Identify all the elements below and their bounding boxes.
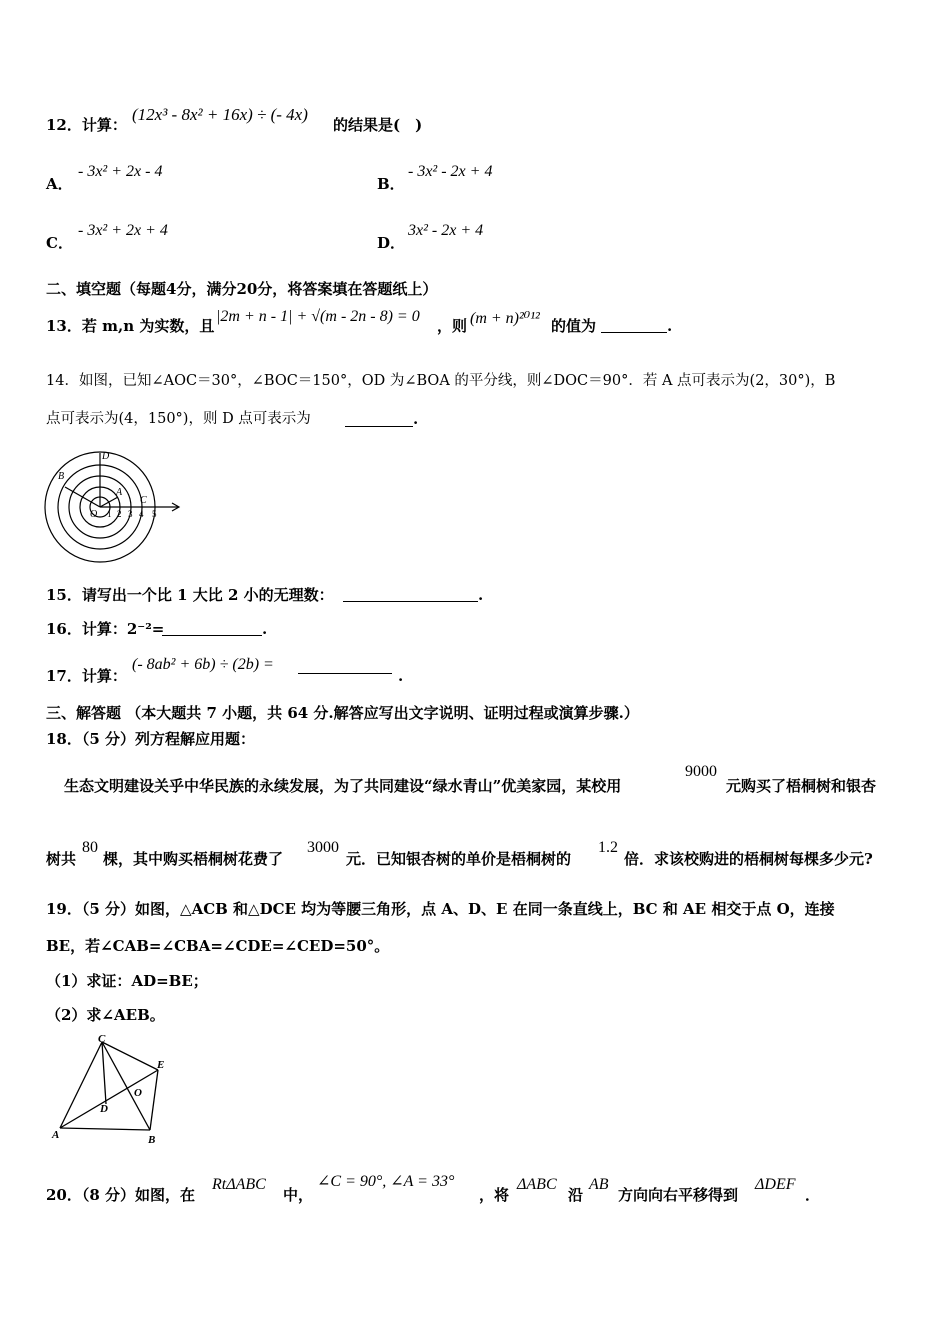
segment-be (150, 1070, 158, 1130)
q20-text3: ，将 (479, 1186, 510, 1204)
q20-expr-ab: AB (589, 1176, 609, 1193)
label-b: B (148, 1134, 156, 1146)
q12-option-c-expr: - 3x² + 2x + 4 (78, 222, 168, 239)
tick-2: 2 (117, 509, 122, 519)
q18-value-80: 80 (82, 839, 98, 856)
q20-text6: ． (805, 1186, 821, 1204)
q16-period: . (262, 620, 268, 638)
q14-period: . (413, 410, 419, 428)
q20-text4: 沿 (568, 1186, 584, 1204)
q12-option-d-expr: 3x² - 2x + 4 (408, 222, 484, 239)
tick-1: 1 (107, 509, 112, 519)
q15-answer-blank[interactable] (343, 588, 478, 602)
q18-value-1-2: 1.2 (598, 839, 618, 856)
label-c: C (140, 495, 147, 506)
q20-text2: 中， (283, 1186, 314, 1204)
q14-polar-figure (40, 445, 190, 570)
q13-expression: |2m + n - 1| + √(m - 2n - 8) = 0 (216, 308, 420, 325)
q20-expr-def: ΔDEF (755, 1176, 796, 1193)
segment-cd (102, 1042, 106, 1104)
q18-para1-part1: 生态文明建设关乎中华民族的永续发展，为了共同建设“绿水青山”优美家园，某校用 (64, 777, 622, 795)
label-b: B (58, 471, 65, 482)
q20-expr-rt-abc: RtΔABC (212, 1176, 266, 1193)
q17-answer-blank[interactable] (298, 660, 392, 674)
label-e: E (157, 1059, 165, 1071)
q18-value-3000: 3000 (307, 839, 339, 856)
q13-answer-blank[interactable] (601, 319, 667, 333)
q14-line2: 点可表示为(4，150°)，则 D 点可表示为 (46, 411, 311, 427)
q12-option-c-letter: C． (46, 234, 73, 252)
q20-text5: 方向向右平移得到 (618, 1186, 739, 1204)
q12-option-a-expr: - 3x² + 2x - 4 (78, 163, 163, 180)
label-o: O (134, 1087, 142, 1099)
tick-3: 3 (128, 509, 133, 519)
label-a: A (52, 1129, 60, 1141)
q16-text: 16．计算：2⁻²= (46, 620, 165, 638)
q12-label: 12．计算： (46, 116, 127, 134)
q20-label: 20．（8 分）如图，在 (46, 1186, 196, 1204)
label-o: O (90, 509, 98, 520)
q13-expression2: (m + n)²⁰¹² (470, 310, 540, 327)
q19-line2: BE，若∠CAB=∠CBA=∠CDE=∠CED=50°。 (46, 937, 390, 955)
q18-para2-part4: 倍．求该校购进的梧桐树每棵多少元? (624, 850, 873, 868)
q20-expr-angles: ∠C = 90°, ∠A = 33° (317, 1173, 455, 1190)
q15-text: 15．请写出一个比 1 大比 2 小的无理数： (46, 586, 334, 604)
q18-para2-part3: 元．已知银杏树的单价是梧桐树的 (346, 850, 572, 868)
q14-answer-blank[interactable] (345, 412, 413, 427)
q14-line1: 14．如图，已知∠AOC＝30°，∠BOC＝150°，OD 为∠BOA 的平分线，则∠DOC＝90°．若 A 点可表示为(2，30°)，B (46, 373, 836, 389)
q18-para1-part2: 元购买了梧桐树和银杏 (726, 777, 877, 795)
q17-period: . (398, 667, 404, 685)
q18-title: 18．（5 分）列方程解应用题： (46, 730, 256, 748)
q20-expr-abc: ΔABC (517, 1176, 557, 1193)
q17-label: 17．计算： (46, 667, 127, 685)
q13-suffix: 的值为 (551, 317, 597, 335)
q12-suffix: 的结果是( ) (333, 116, 423, 134)
q12-option-d-letter: D． (377, 234, 406, 252)
q12-expression: (12x³ - 8x² + 16x) ÷ (- 4x) (132, 105, 308, 124)
label-d: D (100, 1103, 108, 1115)
segment-ce (102, 1042, 158, 1070)
label-a: A (116, 487, 123, 498)
q13-mid: ，则 (437, 317, 468, 335)
q15-period: . (478, 586, 484, 604)
section2-title: 二、填空题（每题4分，满分20分，将答案填在答题纸上） (46, 280, 438, 298)
q18-para2-part1: 树共 (46, 850, 77, 868)
section3-title: 三、解答题 （本大题共 7 小题，共 64 分.解答应写出文字说明、证明过程或演算步骤.） (46, 704, 639, 722)
q19-sub1: （1）求证：AD=BE； (46, 972, 208, 990)
ray-oa (100, 497, 118, 507)
q18-para2-part2: 棵，其中购买梧桐树花费了 (103, 850, 284, 868)
q18-value-9000: 9000 (685, 763, 717, 780)
q19-triangle-figure (44, 1034, 174, 1149)
q19-sub2: （2）求∠AEB。 (46, 1006, 165, 1024)
label-c: C (98, 1034, 106, 1045)
q12-option-b-expr: - 3x² - 2x + 4 (408, 163, 493, 180)
q17-expression: (- 8ab² + 6b) ÷ (2b) = (132, 656, 274, 673)
q19-line1: 19．（5 分）如图，△ACB 和△DCE 均为等腰三角形，点 A、D、E 在同一条直线上，BC 和 AE 相交于点 O，连接 (46, 900, 835, 918)
q12-option-a-letter: A． (46, 175, 73, 193)
tick-5: 5 (152, 509, 157, 519)
q16-answer-blank[interactable] (162, 622, 262, 636)
tick-4: 4 (139, 509, 144, 519)
segment-ab (60, 1128, 150, 1130)
segment-cb (102, 1042, 150, 1130)
label-d: D (102, 451, 110, 462)
q13-label: 13．若 m,n 为实数，且 (46, 317, 215, 335)
q13-period: . (667, 317, 673, 335)
q12-option-b-letter: B． (377, 175, 405, 193)
